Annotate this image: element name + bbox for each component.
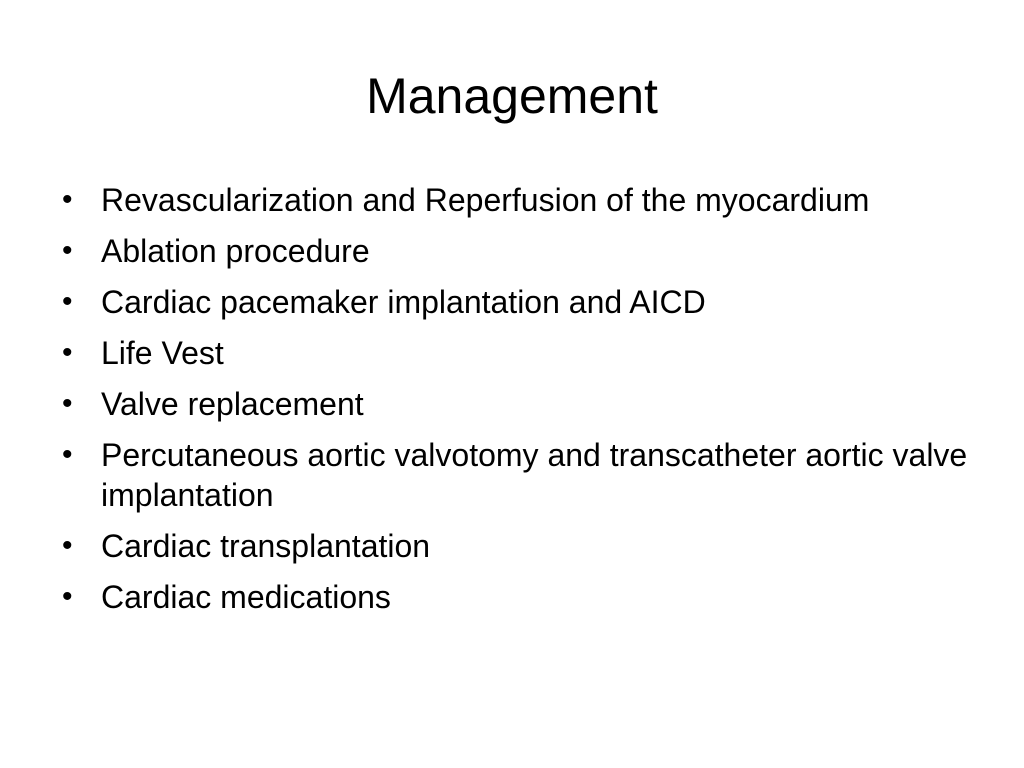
slide-title: Management — [366, 68, 658, 124]
bullet-icon: • — [62, 183, 73, 216]
list-item — [60, 435, 970, 515]
list-item — [60, 384, 970, 424]
list-item-text: Cardiac pacemaker implantation and AICD — [101, 284, 706, 320]
bullet-icon: • — [62, 387, 73, 420]
bullet-icon: • — [62, 234, 73, 267]
list-item-text: Revascularization and Reperfusion of the myocardium — [101, 182, 870, 218]
bullet-icon: • — [62, 438, 73, 471]
list-item — [60, 180, 970, 220]
list-item — [60, 577, 970, 617]
list-item-text: Ablation procedure — [101, 233, 370, 269]
bullet-icon: • — [62, 580, 73, 613]
list-item — [60, 282, 970, 322]
list-item-text: Cardiac transplantation — [101, 528, 431, 564]
bullet-list — [60, 180, 970, 628]
bullet-icon: • — [62, 285, 73, 318]
bullet-icon: • — [62, 529, 73, 562]
list-item — [60, 231, 970, 271]
list-item-text: Valve replacement — [101, 386, 364, 422]
bullet-icon: • — [62, 336, 73, 369]
list-item — [60, 526, 970, 566]
list-item-text: Life Vest — [101, 335, 224, 371]
list-item-text: Cardiac medications — [101, 579, 391, 615]
list-item-text: Percutaneous aortic valvotomy and transcatheter aortic valve implantation — [101, 437, 968, 513]
list-item — [60, 333, 970, 373]
